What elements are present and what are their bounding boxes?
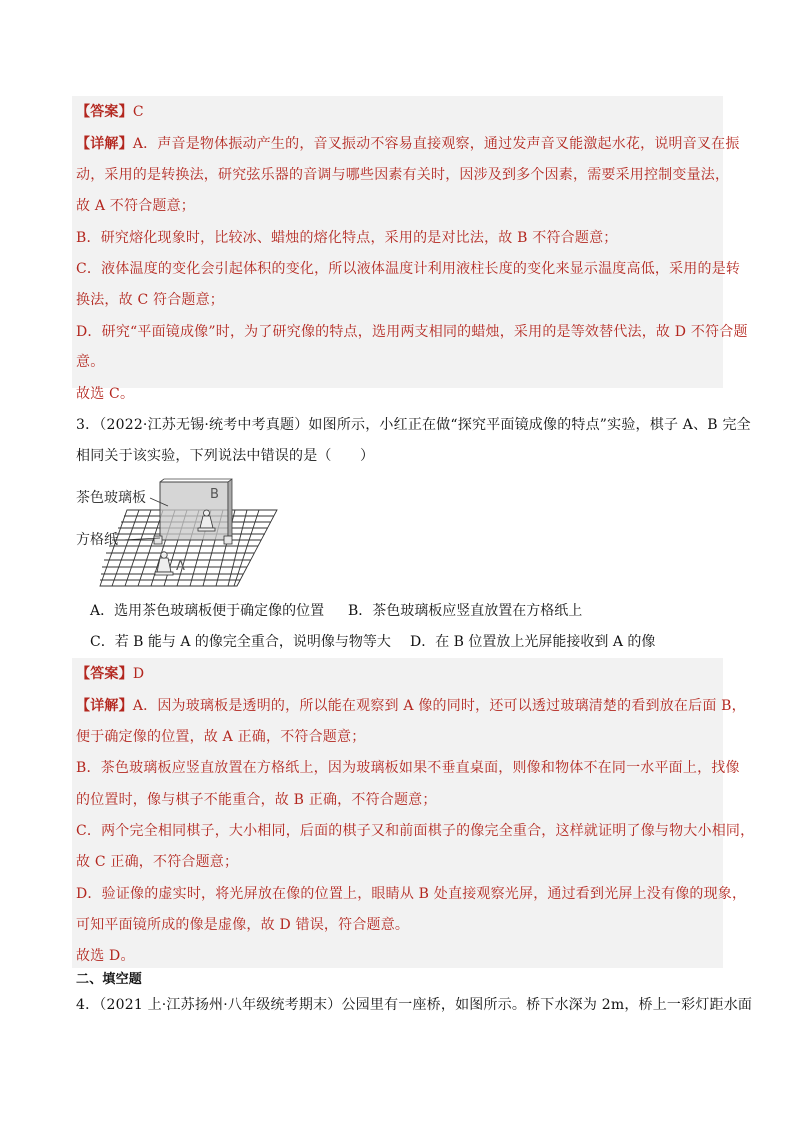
detail-line-1 <box>76 134 740 154</box>
answer-tag: 【答案】 <box>76 104 133 120</box>
detail-line-8: 意。 <box>76 354 105 370</box>
option-a: A．选用茶色玻璃板便于确定像的位置 <box>90 603 325 619</box>
question-3-stem-line-2: 相同关于该实验，下列说法中错误的是（ ） <box>76 448 375 464</box>
detail-line-6: 换法，故 C 符合题意； <box>76 292 225 308</box>
option-b: B．茶色玻璃板应竖直放置在方格纸上 <box>348 603 583 619</box>
detail-text: A．因为玻璃板是透明的，所以能在观察到 A 像的同时，还可以透过玻璃清楚的看到放在后面 B， <box>132 698 746 714</box>
question-4-stem: 4．（2021 上·江苏扬州·八年级统考期末）公园里有一座桥，如图所示。桥下水深为 2m，桥上一彩灯距水面 <box>76 997 753 1013</box>
q3-detail-line-4: 的位置时，像与棋子不能重合，故 B 正确，不符合题意； <box>76 792 437 808</box>
answer-tag: 【答案】 <box>76 666 133 682</box>
q3-detail-line-8: 可知平面镜所成的像是虚像，故 D 错误，符合题意。 <box>76 917 410 933</box>
answer-line-q2 <box>76 102 726 122</box>
q3-detail-line-9: 故选 D。 <box>76 948 135 964</box>
answer-value: C <box>132 104 144 120</box>
detail-line-2: 动，采用的是转换法，研究弦乐器的音调与哪些因素有关时，因涉及到多个因素，需要采用控制变量法， <box>76 167 730 183</box>
q3-detail-line-2: 便于确定像的位置，故 A 正确，不符合题意； <box>76 729 366 745</box>
detail-line-4: B．研究熔化现象时，比较冰、蜡烛的熔化特点，采用的是对比法，故 B 不符合题意； <box>76 230 618 246</box>
detail-tag: 【详解】 <box>76 136 133 152</box>
figure-label-glass: 茶色玻璃板 <box>76 490 146 506</box>
detail-line-5: C．液体温度的变化会引起体积的变化，所以液体温度计利用液柱长度的变化来显示温度高低，采用的是转 <box>76 261 741 277</box>
section-title: 二、填空题 <box>76 972 143 987</box>
figure-label-a: A <box>176 559 185 574</box>
detail-tag: 【详解】 <box>76 698 133 714</box>
question-3-stem-line-1: 3．（2022·江苏无锡·统考中考真题）如图所示，小红正在做“探究平面镜成像的特点”实验，棋子 A、B 完全 <box>76 417 751 433</box>
option-c: C．若 B 能与 A 的像完全重合，说明像与物等大 <box>90 634 391 650</box>
answer-line-q3 <box>76 664 726 684</box>
detail-line-7: D．研究“平面镜成像”时，为了研究像的特点，选用两支相同的蜡烛，采用的是等效替代法，故 D 不符合题 <box>76 324 748 340</box>
q3-detail-line-6: 故 C 正确，不符合题意； <box>76 854 239 870</box>
answer-value: D <box>132 666 145 682</box>
detail-text: A．声音是物体振动产生的，音叉振动不容易直接观察，通过发声音叉能激起水花，说明音叉在振 <box>132 136 740 152</box>
q3-detail-line-7: D．验证像的虚实时，将光屏放在像的位置上，眼睛从 B 处直接观察光屏，通过看到光屏上没有像的现象， <box>76 886 747 902</box>
detail-line-3: 故 A 不符合题意； <box>76 198 196 214</box>
mirror-experiment-figure <box>72 476 292 591</box>
figure-label-b: B <box>210 487 219 502</box>
detail-line-9: 故选 C。 <box>76 386 135 402</box>
q3-detail-line-3: B．茶色玻璃板应竖直放置在方格纸上，因为玻璃板如果不垂直桌面，则像和物体不在同一水平面上，找像 <box>76 760 740 776</box>
figure-label-paper: 方格纸 <box>76 532 118 548</box>
option-d: D．在 B 位置放上光屏能接收到 A 的像 <box>410 634 656 650</box>
q3-detail-line-5: C．两个完全相同棋子，大小相同，后面的棋子又和前面棋子的像完全重合，这样就证明了像与物大小相同， <box>76 823 755 839</box>
q3-detail-line-1 <box>76 696 746 716</box>
